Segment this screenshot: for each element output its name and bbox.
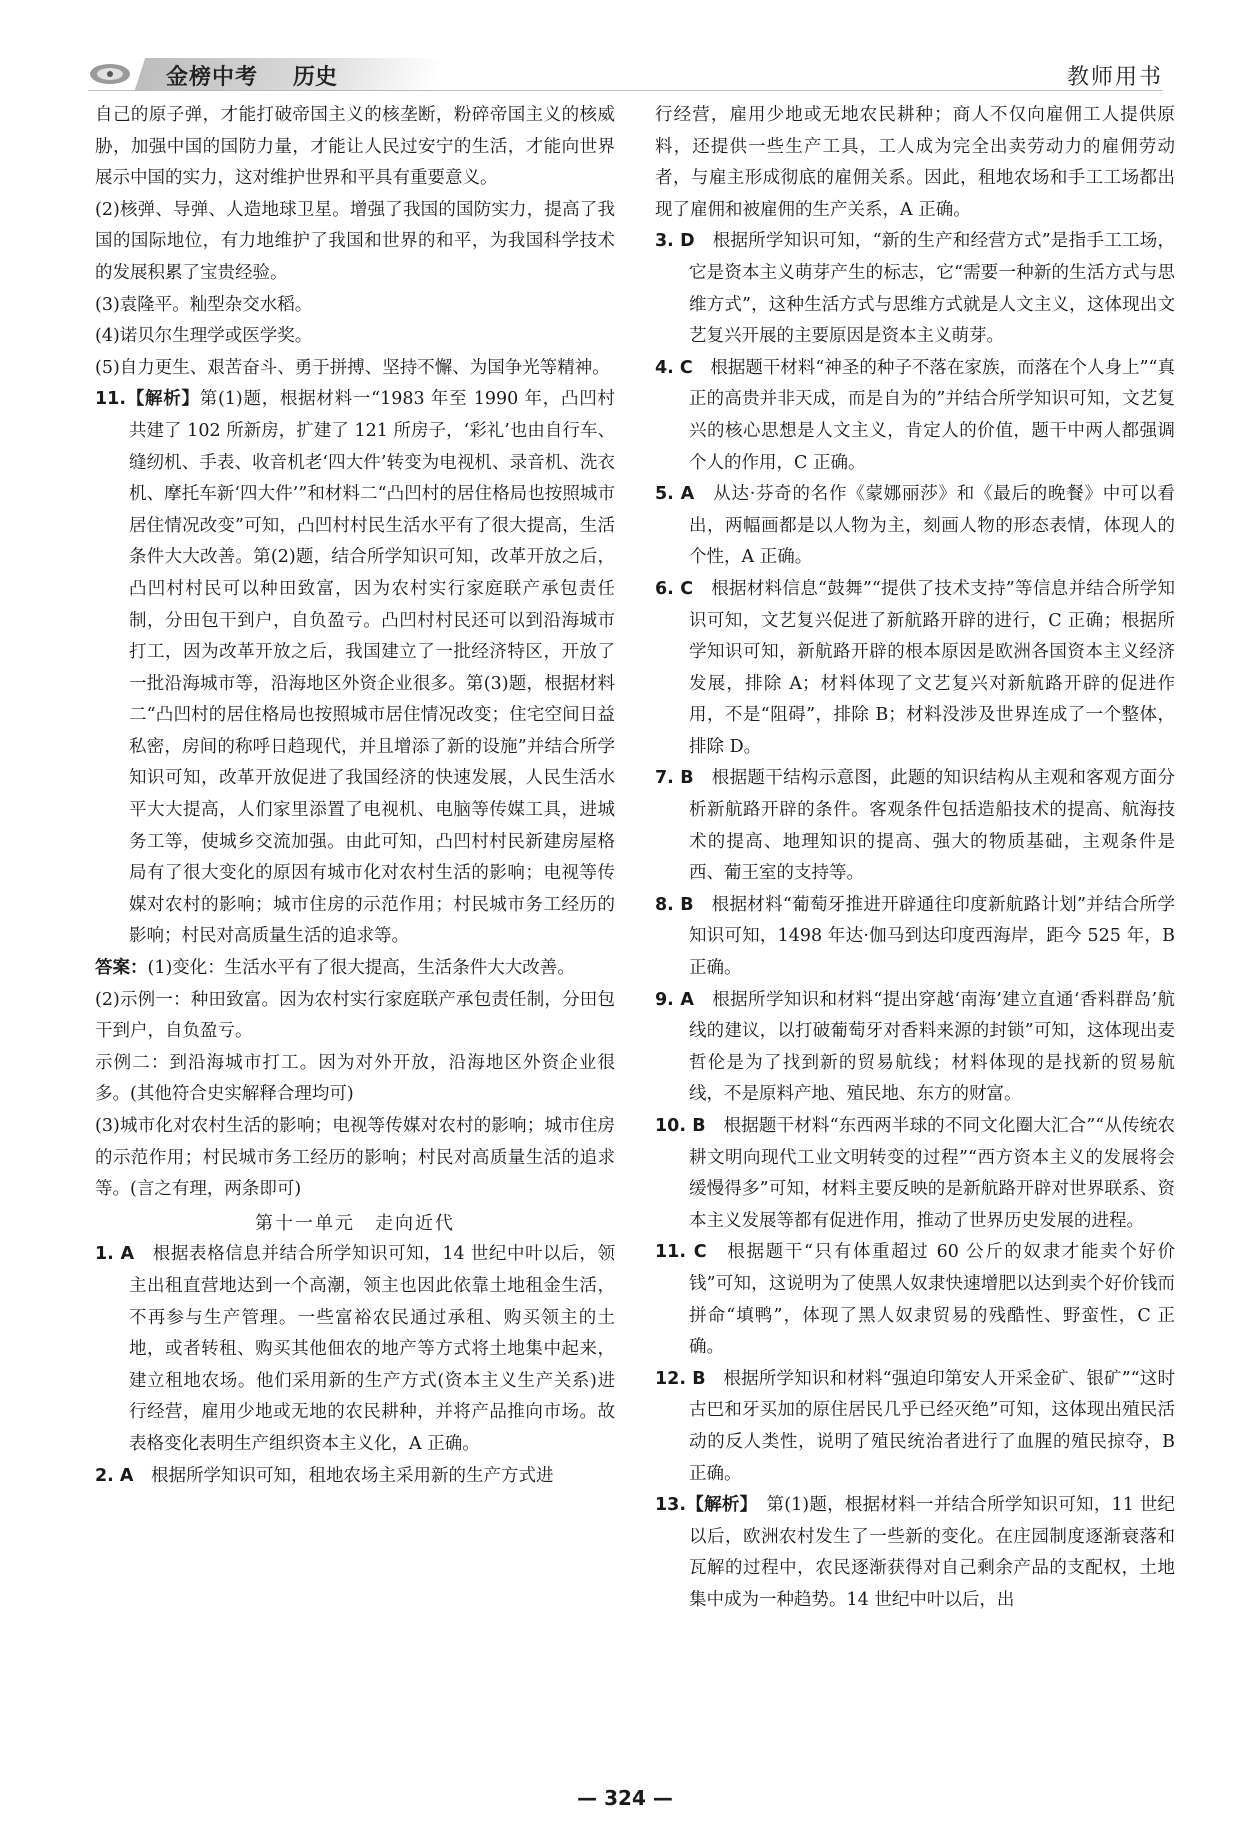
answer-paragraph: (2)核弹、导弹、人造地球卫星。增强了我国的国防实力，提高了我国的国际地位，有力地维护了我国和世界的和平，为我国科学技术的发展积累了宝贵经验。 bbox=[95, 199, 615, 283]
answer-item bbox=[655, 1364, 1175, 1490]
answer-number: 6. C bbox=[655, 578, 694, 599]
page-header bbox=[88, 54, 1163, 94]
brand-name: 金榜中考 bbox=[166, 65, 259, 90]
page-number: — 324 — bbox=[577, 1786, 673, 1810]
answer-item bbox=[655, 574, 1175, 764]
answer-paragraph: (4)诺贝尔生理学或医学奖。 bbox=[95, 326, 313, 347]
question-11-analysis bbox=[95, 384, 615, 953]
answer-item bbox=[655, 479, 1175, 574]
brand-logo-icon bbox=[88, 60, 136, 88]
answer-label: 答案： bbox=[95, 958, 148, 979]
answer-paragraph: (3)城市化对农村生活的影响；电视等传媒对农村的影响；城市住房的示范作用；村民城市务工经历的影响；村民对高质量生活的追求等。(言之有理，两条即可) bbox=[95, 1116, 615, 1200]
answer-number: 8. B bbox=[655, 894, 694, 915]
answer-text: 根据表格信息并结合所学知识可知，14 世纪中叶以后，领主出租直营地达到一个高潮，领主也因此依靠土地租金生活，不再参与生产管理。一些富裕农民通过承租、购买领主的土地，或者转租、购买其他佃农的地产等方式将土地集中起来，建立租地农场。他们采用新的生产方式(资本主义生产关系)进行经营，雇用少地或无地的农民耕种，并将产品推向市场。故表格变化表明生产组织资本主义化，A 正确。 bbox=[129, 1244, 615, 1454]
answer-text: 根据材料信息“鼓舞”“提供了技术支持”等信息并结合所学知识可知，文艺复兴促进了新航路开辟的进行，C 正确；根据所学知识可知，新航路开辟的根本原因是欧洲各国资本主义经济发展，排除 A；材料体现了文艺复兴对新航路开辟的促进作用，不是“阻碍”，排除 B；材料没涉及世界连成了一个整体，排除 D。 bbox=[689, 578, 1176, 757]
answer-number: 1. A bbox=[95, 1244, 135, 1265]
answer-text: 根据题干材料“东西两半球的不同文化圈大汇合”“从传统农耕文明向现代工业文明转变的过程”“西方资本主义的发展将会缓慢得多”可知，材料主要反映的是新航路开辟对世界联系、资本主义发展等都有促进作用，推动了世界历史发展的进程。 bbox=[689, 1116, 1175, 1231]
header-divider bbox=[88, 90, 1163, 91]
answer-text: 根据所学知识和材料“提出穿越‘南海’建立直通‘香料群岛’航线的建议，以打破葡萄牙对香料来源的封锁”可知，这体现出麦哲伦是为了找到新的贸易航线；材料体现的是找新的贸易航线，不是原料产地、殖民地、东方的财富。 bbox=[689, 989, 1175, 1105]
answer-number: 9. A bbox=[655, 989, 694, 1010]
answer-number: 2. A bbox=[95, 1465, 134, 1486]
answer-item bbox=[655, 226, 1175, 352]
answer-number: 3. D bbox=[655, 231, 695, 252]
answer-number: 10. B bbox=[655, 1116, 706, 1136]
answer-paragraph: (5)自力更生、艰苦奋斗、勇于拼搏、坚持不懈、为国争光等精神。 bbox=[95, 357, 610, 378]
answer-number: 7. B bbox=[655, 768, 694, 789]
answer-number: 13.【解析】 bbox=[655, 1495, 749, 1516]
answer-text: 根据题干材料“神圣的种子不落在家族，而落在个人身上”“真正的高贵并非天成，而是自为的”并结合所学知识可知，文艺复兴的核心思想是人文主义，肯定人的价值，题干中两人都强调个人的作用，C 正确。 bbox=[689, 357, 1176, 473]
answer-item bbox=[95, 1461, 615, 1493]
answer-text: 根据题干结构示意图，此题的知识结构从主观和客观方面分析新航路开辟的条件。客观条件包括造船技术的提高、航海技术的提高、地理知识的提高、强大的物质基础，主观条件是西、葡王室的支持等。 bbox=[689, 768, 1176, 884]
answer-number: 12. B bbox=[655, 1368, 706, 1389]
answer-number: 11. C bbox=[655, 1242, 707, 1263]
answer-text: 从达·芬奇的名作《蒙娜丽莎》和《最后的晚餐》中可以看出，两幅画都是以人物为主，刻画人物的形态表情，体现人的个性，A 正确。 bbox=[689, 484, 1176, 568]
analysis-text: 第(1)题，根据材料一“1983 年至 1990 年，凸凹村共建了 102 所新房，扩建了 121 所房子，‘彩礼’也由自行车、缝纫机、手表、收音机老‘四大件’转变为电视机、录音机、洗衣机、摩托车新‘四大件’”和材料二“凸凹村的居住格局也按照城市居住情况改变”可知，凸凹村村民生活水平有了很大提高，生活条件大大改善。第(2)题，结合所学知识可知，改革开放之后，凸凹村村民可以种田致富，因为农村实行家庭联产承包责任制，分田包干到户，自负盈亏。凸凹村村民还可以到沿海城市打工，因为改革开放之后，我国建立了一批经济特区，开放了一批沿海城市等，沿海地区外资企业很多。第(3)题，根据材料二“凸凹村的居住格局也按照城市居住情况改变；住宅空间日益私密，房间的称呼日趋现代，并且增添了新的设施”并结合所学知识可知，改革开放促进了我国经济的快速发展，人民生活水平大大提高，人们家里添置了电视机、电脑等传媒工具，进城务工等，使城乡交流加强。由此可知，凸凹村村民新建房屋格局有了很大变化的原因有城市化对农村生活的影响；电视等传媒对农村的影响；城市住房的示范作用；村民城市务工经历的影响；村民对高质量生活的追求等。 bbox=[129, 389, 615, 947]
answer-continuation: 行经营，雇用少地或无地农民耕种；商人不仅向雇佣工人提供原料，还提供一些生产工具，工人成为完全出卖劳动力的雇佣劳动者，与雇主形成彻底的雇佣关系。因此，租地农场和手工工场都出现了雇佣和被雇佣的生产关系，A 正确。 bbox=[655, 105, 1175, 220]
answer-text: 根据所学知识可知，“新的生产和经营方式”是指手工工场，它是资本主义萌芽产生的标志，它“需要一种新的生活方式与思维方式”，这种生活方式与思维方式就是人文主义，这体现出文艺复兴开展的主要原因是资本主义萌芽。 bbox=[689, 231, 1175, 347]
edition-badge: 教师用书 bbox=[1066, 65, 1163, 90]
answer-item bbox=[655, 1490, 1175, 1616]
answer-paragraph: (2)示例一：种田致富。因为农村实行家庭联产承包责任制，分田包干到户，自负盈亏。 bbox=[95, 989, 615, 1042]
answer-text: 第(1)题，根据材料一并结合所学知识可知，11 世纪以后，欧洲农村发生了一些新的变化。在庄园制度逐渐衰落和瓦解的过程中，农民逐渐获得对自己剩余产品的支配权，土地集中成为一种趋势。14 世纪中叶以后，出 bbox=[689, 1495, 1176, 1610]
answer-paragraph: 示例二：到沿海城市打工。因为对外开放，沿海地区外资企业很多。(其他符合史实解释合理均可) bbox=[95, 1052, 615, 1105]
answer-number: 4. C bbox=[655, 357, 693, 378]
answer-paragraph: (3)袁隆平。籼型杂交水稻。 bbox=[95, 294, 313, 315]
answer-number: 5. A bbox=[655, 484, 695, 505]
subject-title: 历史 bbox=[293, 65, 338, 90]
answer-text: (1)变化：生活水平有了很大提高，生活条件大大改善。 bbox=[147, 958, 575, 979]
answer-text: 根据所学知识和材料“强迫印第安人开采金矿、银矿”“这时古巴和牙买加的原住居民几乎已经灭绝”可知，这体现出殖民活动的反人类性，说明了殖民统治者进行了血腥的殖民掠夺，B 正确。 bbox=[689, 1368, 1175, 1484]
answer-text: 根据材料“葡萄牙推进开辟通往印度新航路计划”并结合所学知识可知，1498 年达·伽马到达印度西海岸，距今 525 年，B 正确。 bbox=[689, 894, 1175, 979]
question-label: 11.【解析】 bbox=[95, 389, 200, 410]
answer-text: 根据题干“只有体重超过 60 公斤的奴隶才能卖个好价钱”可知，这说明为了使黑人奴隶快速增肥以达到卖个好价钱而拼命“填鸭”，体现了黑人奴隶贸易的残酷性、野蛮性，C 正确。 bbox=[689, 1242, 1176, 1358]
unit-title: 第十一单元 走向近代 bbox=[255, 1212, 455, 1234]
answer-item bbox=[655, 353, 1175, 479]
answer-paragraph: 自己的原子弹，才能打破帝国主义的核垄断，粉碎帝国主义的核威胁，加强中国的国防力量，才能让人民过安宁的生活，才能向世界展示中国的实力，这对维护世界和平具有重要意义。 bbox=[95, 105, 615, 189]
answer-text: 根据所学知识可知，租地农场主采用新的生产方式进 bbox=[150, 1465, 554, 1486]
